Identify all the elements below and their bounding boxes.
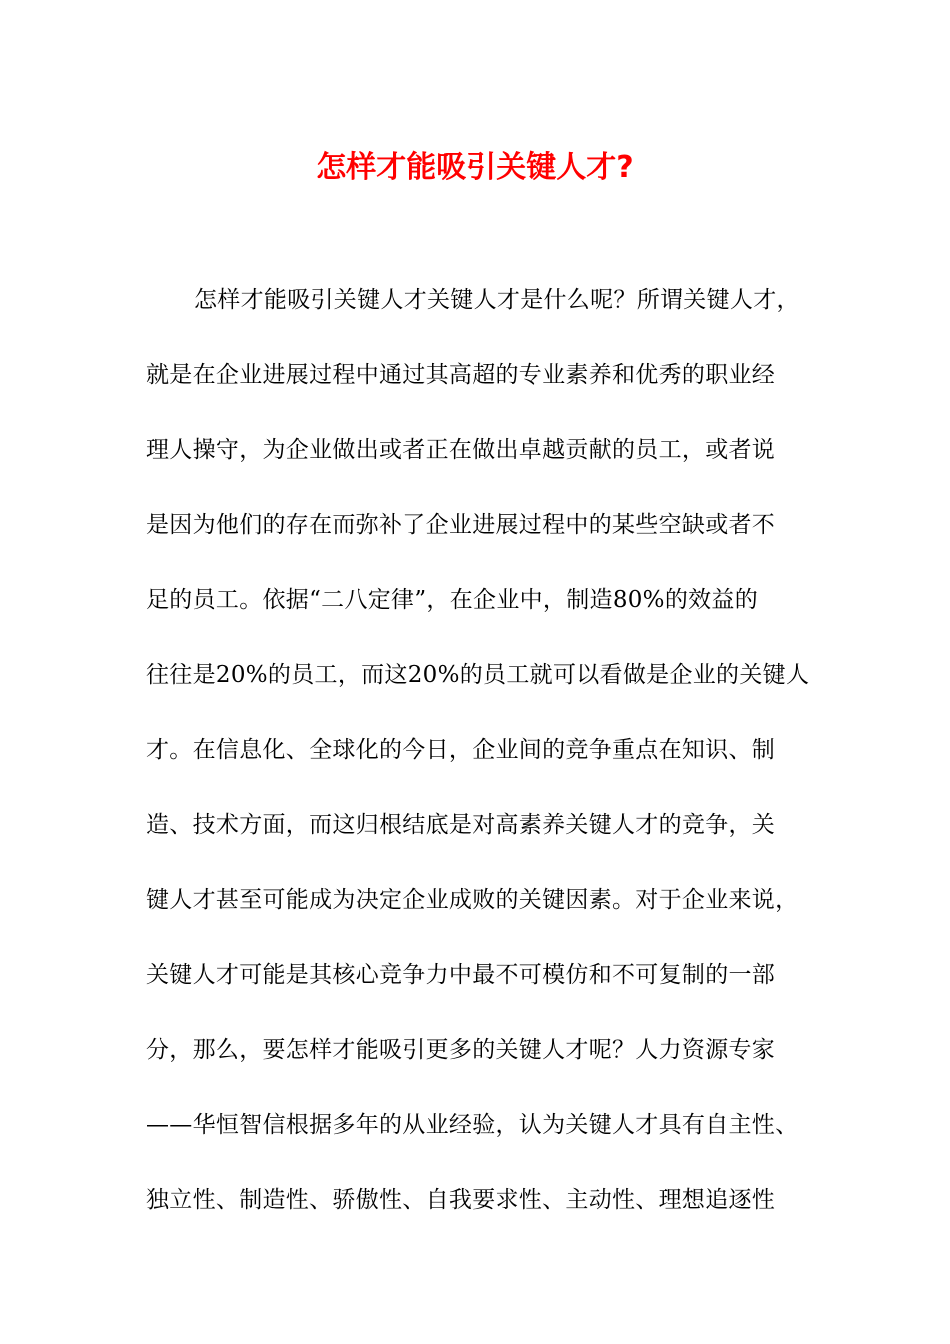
body-line: 就是在企业进展过程中通过其高超的专业素养和优秀的职业经 [146,362,776,388]
body-line: 怎样才能吸引关键人才关键人才是什么呢？所谓关键人才， [194,287,800,313]
body-line: 才。在信息化、全球化的今日，企业间的竞争重点在知识、制 [146,737,776,763]
document-title: 怎样才能吸引关键人才? [316,150,634,185]
body-line: 往往是20%的员工，而这20%的员工就可以看做是企业的关键人 [146,662,810,688]
body-line: 足的员工。依据“二八定律”，在企业中，制造80%的效益的 [146,587,759,613]
body-line: 分，那么，要怎样才能吸引更多的关键人才呢？人力资源专家 [146,1037,776,1063]
body-line: 关键人才可能是其核心竞争力中最不可模仿和不可复制的一部 [146,962,776,988]
body-line: 理人操守，为企业做出或者正在做出卓越贡献的员工，或者说 [146,437,776,463]
body-line: 独立性、制造性、骄傲性、自我要求性、主动性、理想追逐性 [146,1187,776,1213]
body-line: 键人才甚至可能成为决定企业成败的关键因素。对于企业来说， [146,887,799,913]
body-line: ——华恒智信根据多年的从业经验，认为关键人才具有自主性、 [146,1112,799,1138]
body-line: 造、技术方面，而这归根结底是对高素养关键人才的竞争，关 [146,812,776,838]
body-line: 是因为他们的存在而弥补了企业进展过程中的某些空缺或者不 [146,512,776,538]
